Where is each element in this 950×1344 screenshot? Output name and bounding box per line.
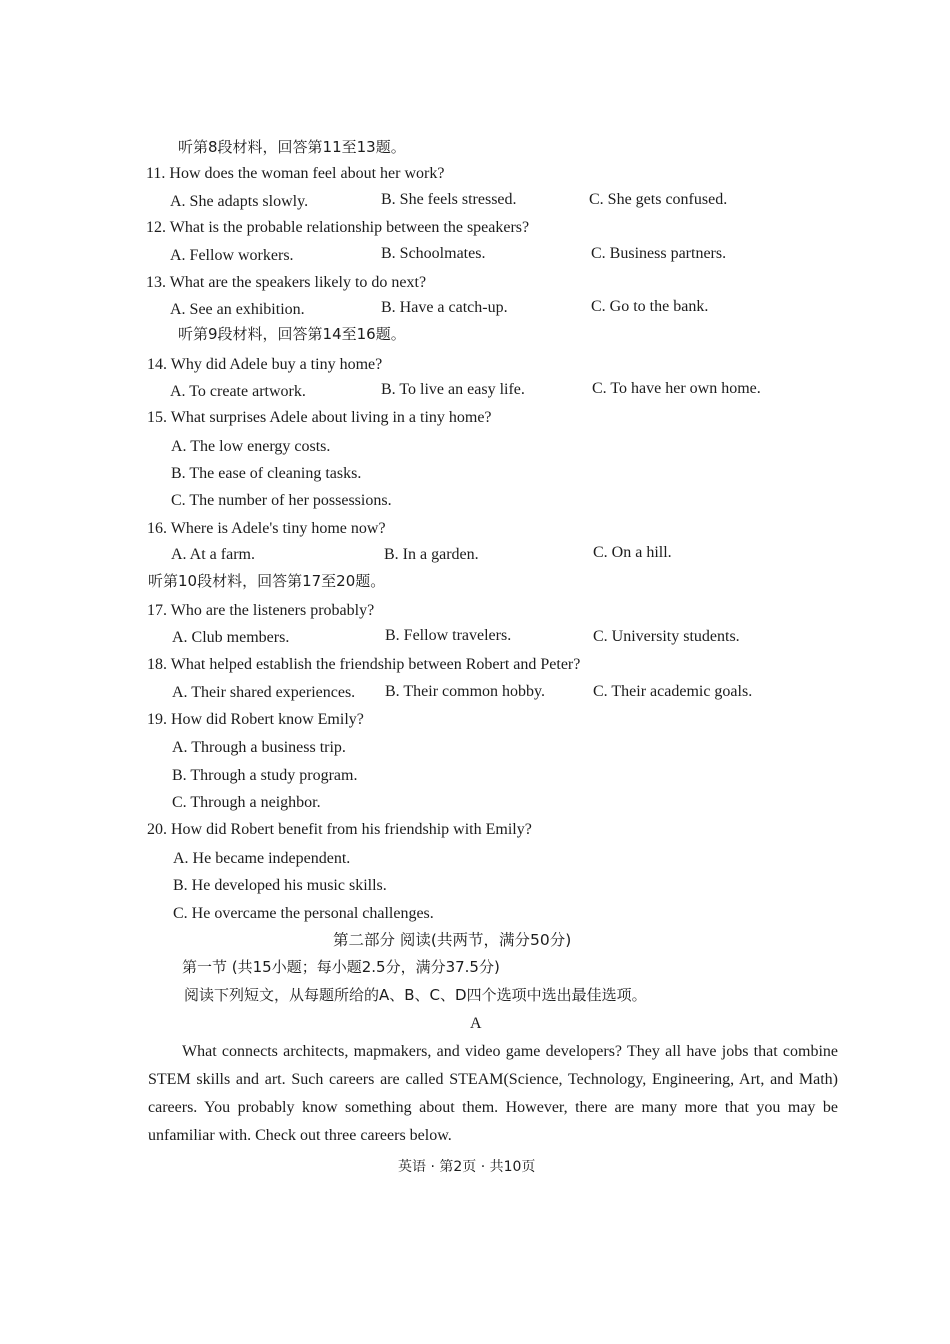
question-14-option-c: C. To have her own home. bbox=[592, 380, 761, 397]
question-13-option-c: C. Go to the bank. bbox=[591, 298, 709, 315]
question-14-option-b: B. To live an easy life. bbox=[381, 381, 525, 398]
section-one-title: 第一节 (共15小题；每小题2.5分，满分37.5分) bbox=[182, 958, 500, 976]
question-19-stem: 19. How did Robert know Emily? bbox=[147, 711, 364, 728]
question-16-stem: 16. Where is Adele's tiny home now? bbox=[147, 520, 386, 537]
question-12-option-b: B. Schoolmates. bbox=[381, 245, 486, 262]
part-two-title: 第二部分 阅读(共两节，满分50分) bbox=[333, 931, 572, 949]
question-15-option-a: A. The low energy costs. bbox=[171, 438, 331, 455]
question-17-option-c: C. University students. bbox=[593, 628, 740, 645]
passage-label: A bbox=[470, 1015, 482, 1032]
question-18-option-c: C. Their academic goals. bbox=[593, 683, 753, 700]
question-15-option-b: B. The ease of cleaning tasks. bbox=[171, 465, 362, 482]
passage-text: What connects architects, mapmakers, and video game developers? They all have jobs that combine STEM skills and art. Such careers are called STEAM(Science, Technology, Engineering, Art, and Math) careers. You probably know something about them. However, there are many more that you may be unfamiliar with. Check out three careers below. bbox=[148, 1043, 838, 1144]
question-13-option-b: B. Have a catch-up. bbox=[381, 299, 508, 316]
page-footer: 英语 · 第2页 · 共10页 bbox=[398, 1159, 536, 1175]
question-18-stem: 18. What helped establish the friendship between Robert and Peter? bbox=[147, 656, 581, 673]
listen-section-8: 听第8段材料，回答第11至13题。 bbox=[178, 138, 406, 156]
reading-instruction: 阅读下列短文，从每题所给的A、B、C、D四个选项中选出最佳选项。 bbox=[184, 986, 647, 1004]
listen-section-10: 听第10段材料，回答第17至20题。 bbox=[148, 572, 386, 590]
question-11-stem: 11. How does the woman feel about her work? bbox=[146, 165, 445, 182]
question-19-option-b: B. Through a study program. bbox=[172, 767, 358, 784]
listen-section-9: 听第9段材料，回答第14至16题。 bbox=[178, 325, 406, 343]
question-15-stem: 15. What surprises Adele about living in a tiny home? bbox=[147, 409, 492, 426]
question-11-option-b: B. She feels stressed. bbox=[381, 191, 517, 208]
question-13-option-a: A. See an exhibition. bbox=[170, 301, 305, 318]
question-16-option-c: C. On a hill. bbox=[593, 544, 672, 561]
question-17-option-b: B. Fellow travelers. bbox=[385, 627, 512, 644]
question-15-option-c: C. The number of her possessions. bbox=[171, 492, 392, 509]
question-14-option-a: A. To create artwork. bbox=[170, 383, 306, 400]
question-20-stem: 20. How did Robert benefit from his friendship with Emily? bbox=[147, 821, 532, 838]
question-20-option-a: A. He became independent. bbox=[173, 850, 351, 867]
question-12-stem: 12. What is the probable relationship between the speakers? bbox=[146, 219, 530, 236]
question-16-option-a: A. At a farm. bbox=[171, 546, 255, 563]
question-17-option-a: A. Club members. bbox=[172, 629, 290, 646]
question-12-option-c: C. Business partners. bbox=[591, 245, 727, 262]
question-11-option-a: A. She adapts slowly. bbox=[170, 193, 309, 210]
question-14-stem: 14. Why did Adele buy a tiny home? bbox=[147, 356, 383, 373]
question-17-stem: 17. Who are the listeners probably? bbox=[147, 602, 375, 619]
question-16-option-b: B. In a garden. bbox=[384, 546, 479, 563]
question-13-stem: 13. What are the speakers likely to do next? bbox=[146, 274, 427, 291]
question-19-option-c: C. Through a neighbor. bbox=[172, 794, 321, 811]
question-11-option-c: C. She gets confused. bbox=[589, 191, 728, 208]
question-18-option-b: B. Their common hobby. bbox=[385, 683, 545, 700]
question-20-option-c: C. He overcame the personal challenges. bbox=[173, 905, 434, 922]
question-12-option-a: A. Fellow workers. bbox=[170, 247, 294, 264]
passage-paragraph bbox=[148, 1038, 838, 1150]
question-18-option-a: A. Their shared experiences. bbox=[172, 684, 356, 701]
question-20-option-b: B. He developed his music skills. bbox=[173, 877, 387, 894]
question-19-option-a: A. Through a business trip. bbox=[172, 739, 346, 756]
